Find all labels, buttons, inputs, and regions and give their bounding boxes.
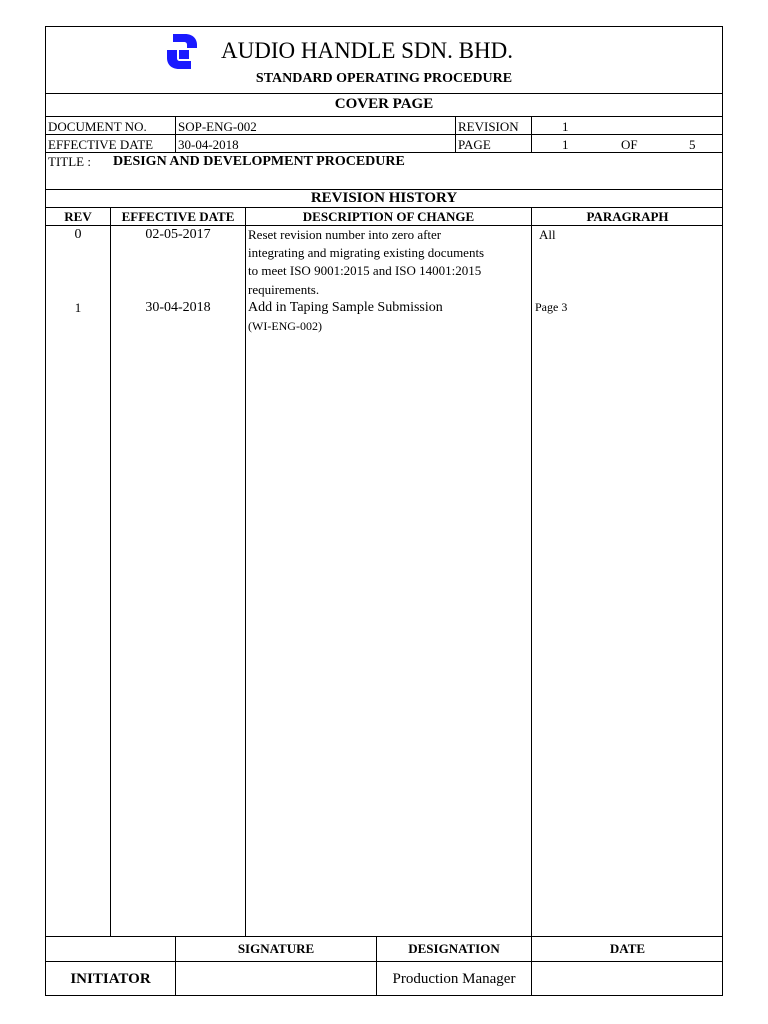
divider: [46, 152, 722, 153]
page-value: 1: [562, 137, 569, 152]
title-label: TITLE :: [48, 154, 91, 169]
revision-history-heading: REVISION HISTORY: [310, 190, 458, 206]
page-label: PAGE: [458, 137, 491, 152]
initiator-label: INITIATOR: [70, 971, 151, 987]
doc-no-value: SOP-ENG-002: [178, 119, 257, 134]
designation-label: DESIGNATION: [408, 941, 500, 956]
row-paragraph: Page 3: [535, 300, 568, 314]
designation-value: Production Manager: [392, 971, 516, 987]
divider: [46, 961, 722, 962]
signature-label: SIGNATURE: [237, 941, 315, 956]
title-value: DESIGN AND DEVELOPMENT PROCEDURE: [113, 154, 405, 169]
row-rev: 0: [74, 227, 82, 242]
section-title: COVER PAGE: [334, 96, 434, 112]
of-label: OF: [621, 137, 638, 152]
col-header-rev: REV: [64, 209, 92, 224]
row-description-line: Add in Taping Sample Submission: [248, 300, 443, 315]
effective-label: EFFECTIVE DATE: [48, 137, 154, 152]
company-logo-icon: [165, 32, 199, 70]
doc-no-label: DOCUMENT NO.: [48, 119, 147, 134]
divider: [46, 207, 722, 208]
row-description-line: (WI-ENG-002): [248, 319, 322, 333]
divider: [46, 936, 722, 937]
company-name: AUDIO HANDLE SDN. BHD.: [221, 38, 513, 63]
date-label: DATE: [609, 941, 646, 956]
col-header-date: EFFECTIVE DATE: [121, 209, 235, 224]
col-header-description: DESCRIPTION OF CHANGE: [302, 209, 475, 224]
revision-label: REVISION: [458, 119, 519, 134]
row-date: 02-05-2017: [145, 227, 211, 242]
row-paragraph: All: [539, 227, 556, 242]
row-description-line: requirements.: [248, 282, 320, 297]
row-description-line: integrating and migrating existing documents: [248, 245, 485, 260]
divider: [46, 93, 722, 94]
divider: [46, 225, 722, 226]
row-description-line: to meet ISO 9001:2015 and ISO 14001:2015: [248, 263, 482, 278]
divider: [46, 116, 722, 117]
effective-value: 30-04-2018: [178, 137, 239, 152]
document-subtitle: STANDARD OPERATING PROCEDURE: [255, 71, 513, 86]
revision-value: 1: [562, 119, 569, 134]
document-page: [45, 26, 723, 996]
col-header-paragraph: PARAGRAPH: [586, 209, 669, 224]
of-value: 5: [689, 137, 696, 152]
row-date: 30-04-2018: [145, 300, 211, 315]
divider: [46, 134, 722, 135]
row-description-line: Reset revision number into zero after: [248, 227, 442, 242]
row-rev: 1: [74, 300, 82, 315]
